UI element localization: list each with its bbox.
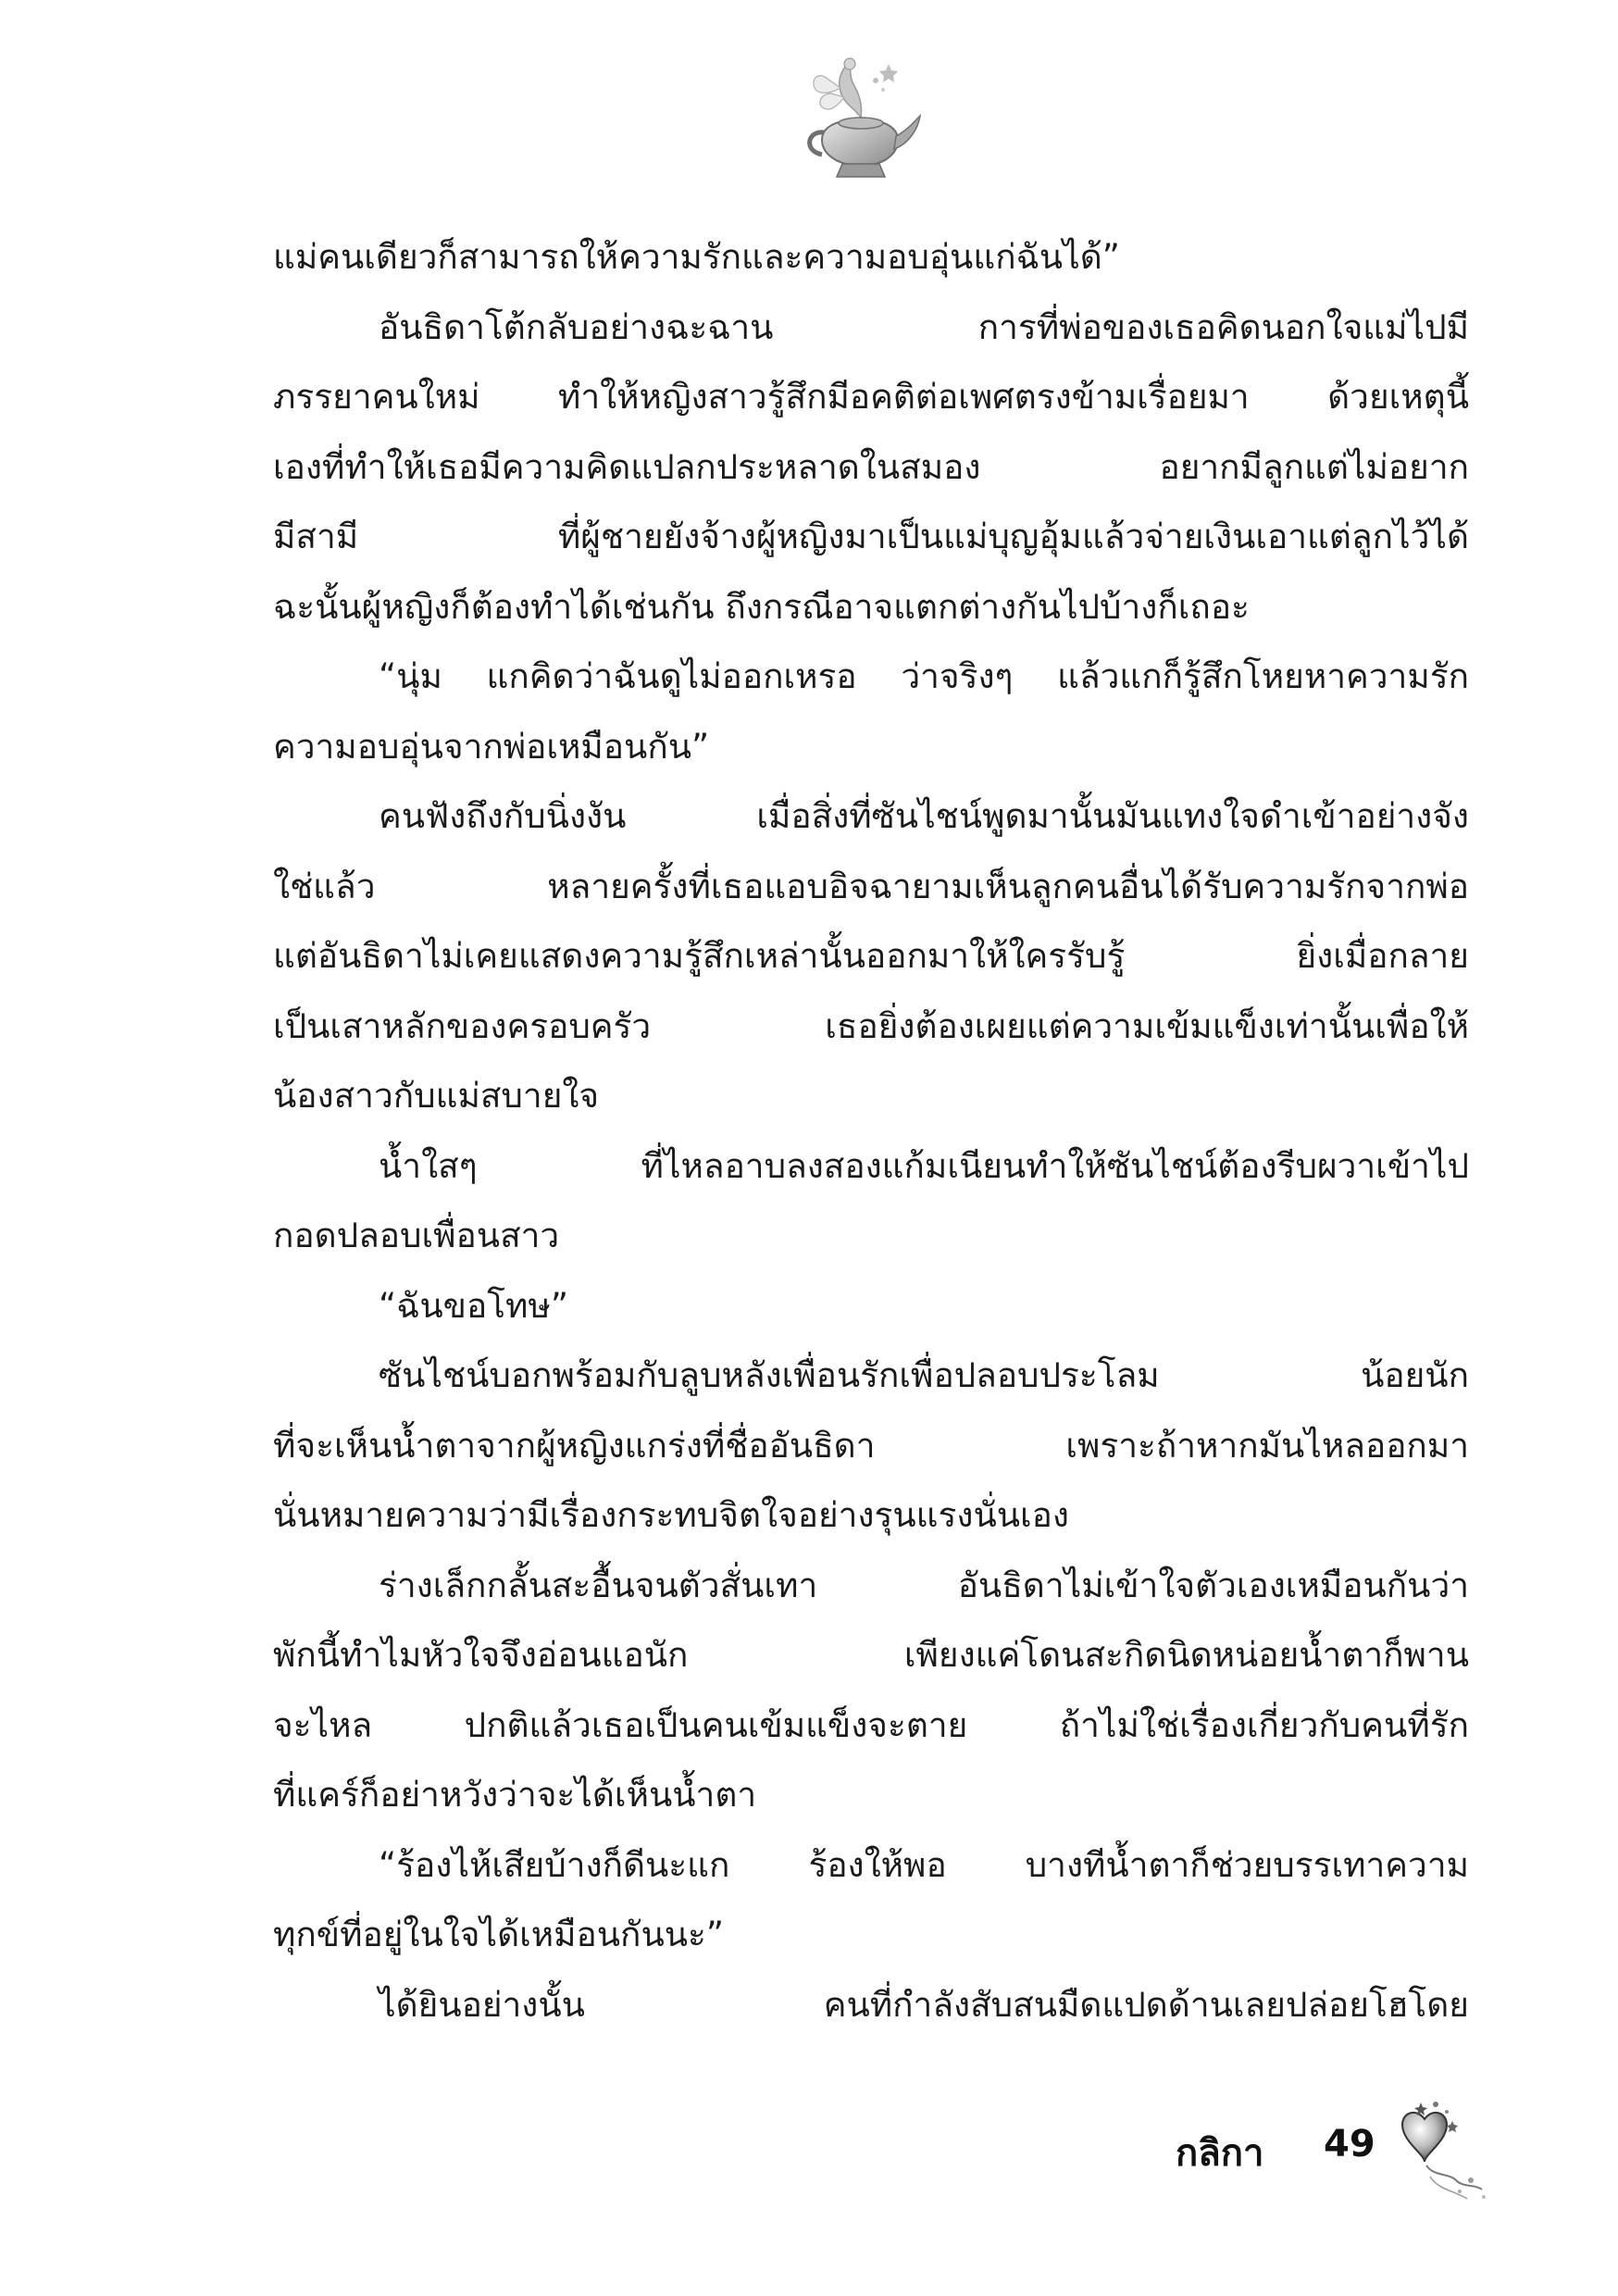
page-number: 49 <box>1324 2123 1375 2165</box>
text-line: ที่แคร์ก็อย่าหวังว่าจะได้เห็นน้ำตา <box>273 1775 757 1815</box>
text-line: กอดปลอบเพื่อนสาว <box>273 1216 560 1255</box>
text-line: แม่คนเดียวก็สามารถให้ความรักและความอบอุ่นแก่ฉันได้” <box>273 237 1120 277</box>
teapot-with-fairy-icon <box>794 51 924 190</box>
text-line: ฉะนั้นผู้หญิงก็ต้องทำได้เช่นกัน ถึงกรณีอาจแตกต่างกันไปบ้างก็เถอะ <box>273 586 1250 627</box>
text-line: ทุกข์ที่อยู่ในใจได้เหมือนกันนะ” <box>273 1915 725 1954</box>
heart-swirl-icon <box>1375 2088 1490 2208</box>
body-text <box>273 222 1469 2040</box>
text-line: แต่อันธิดาไม่เคยแสดงความรู้สึกเหล่านั้นออกมาให้ใครรับรู้ ยิ่งเมื่อกลาย <box>273 936 1469 976</box>
text-line: ใช่แล้ว หลายครั้งที่เธอแอบอิจฉายามเห็นลูกคนอื่นได้รับความรักจากพ่อ <box>273 866 1469 906</box>
text-line: พักนี้ทำไมหัวใจจึงอ่อนแอนัก เพียงแค่โดนสะกิดนิดหน่อยน้ำตาก็พาน <box>273 1635 1469 1675</box>
text-line: “ฉันขอโทษ” <box>379 1285 568 1326</box>
text-line: คนฟังถึงกับนิ่งงัน เมื่อสิ่งที่ซันไชน์พูดมานั้นมันแทงใจดำเข้าอย่างจัง <box>379 796 1469 836</box>
text-line: น้ำใสๆ ที่ไหลอาบลงสองแก้มเนียนทำให้ซันไชน์ต้องรีบผวาเข้าไป <box>379 1145 1469 1186</box>
text-line: “นุ่ม แกคิดว่าฉันดูไม่ออกเหรอ ว่าจริงๆ แล้วแกก็รู้สึกโหยหาความรัก <box>379 656 1469 696</box>
text-line: เป็นเสาหลักของครอบครัว เธอยิ่งต้องเผยแต่ความเข้มแข็งเท่านั้นเพื่อให้ <box>273 1005 1469 1046</box>
text-line: ความอบอุ่นจากพ่อเหมือนกัน” <box>273 726 710 767</box>
text-line: น้องสาวกับแม่สบายใจ <box>273 1076 600 1116</box>
text-line: จะไหล ปกติแล้วเธอเป็นคนเข้มแข็งจะตาย ถ้าไม่ใช่เรื่องเกี่ยวกับคนที่รัก <box>273 1704 1469 1745</box>
text-line: อันธิดาโต้กลับอย่างฉะฉาน การที่พ่อของเธอคิดนอกใจแม่ไปมี <box>379 306 1469 347</box>
page-footer <box>1176 2088 1490 2217</box>
book-title: กลิกา <box>1176 2132 1264 2175</box>
text-line: “ร้องไห้เสียบ้างก็ดีนะแก ร้องให้พอ บางทีน้ำตาก็ช่วยบรรเทาความ <box>379 1844 1469 1885</box>
text-line: ซันไชน์บอกพร้อมกับลูบหลังเพื่อนรักเพื่อปลอบประโลม น้อยนัก <box>379 1355 1469 1395</box>
text-line: นั่นหมายความว่ามีเรื่องกระทบจิตใจอย่างรุนแรงนั่นเอง <box>273 1495 1069 1535</box>
text-line: เองที่ทำให้เธอมีความคิดแปลกประหลาดในสมอง อยากมีลูกแต่ไม่อยาก <box>273 446 1469 487</box>
text-line: มีสามี ที่ผู้ชายยังจ้างผู้หญิงมาเป็นแม่บุญอุ้มแล้วจ่ายเงินเอาแต่ลูกไว้ได้ <box>273 517 1469 556</box>
text-line: ภรรยาคนใหม่ ทำให้หญิงสาวรู้สึกมีอคติต่อเพศตรงข้ามเรื่อยมา ด้วยเหตุนี้ <box>273 377 1469 417</box>
text-line: ที่จะเห็นน้ำตาจากผู้หญิงแกร่งที่ชื่ออันธิดา เพราะถ้าหากมันไหลออกมา <box>273 1425 1469 1466</box>
text-line: ร่างเล็กกลั้นสะอื้นจนตัวสั่นเทา อันธิดาไม่เข้าใจตัวเองเหมือนกันว่า <box>379 1565 1469 1605</box>
text-line: ได้ยินอย่างนั้น คนที่กำลังสับสนมืดแปดด้านเลยปล่อยโฮโดย <box>379 1984 1469 2025</box>
